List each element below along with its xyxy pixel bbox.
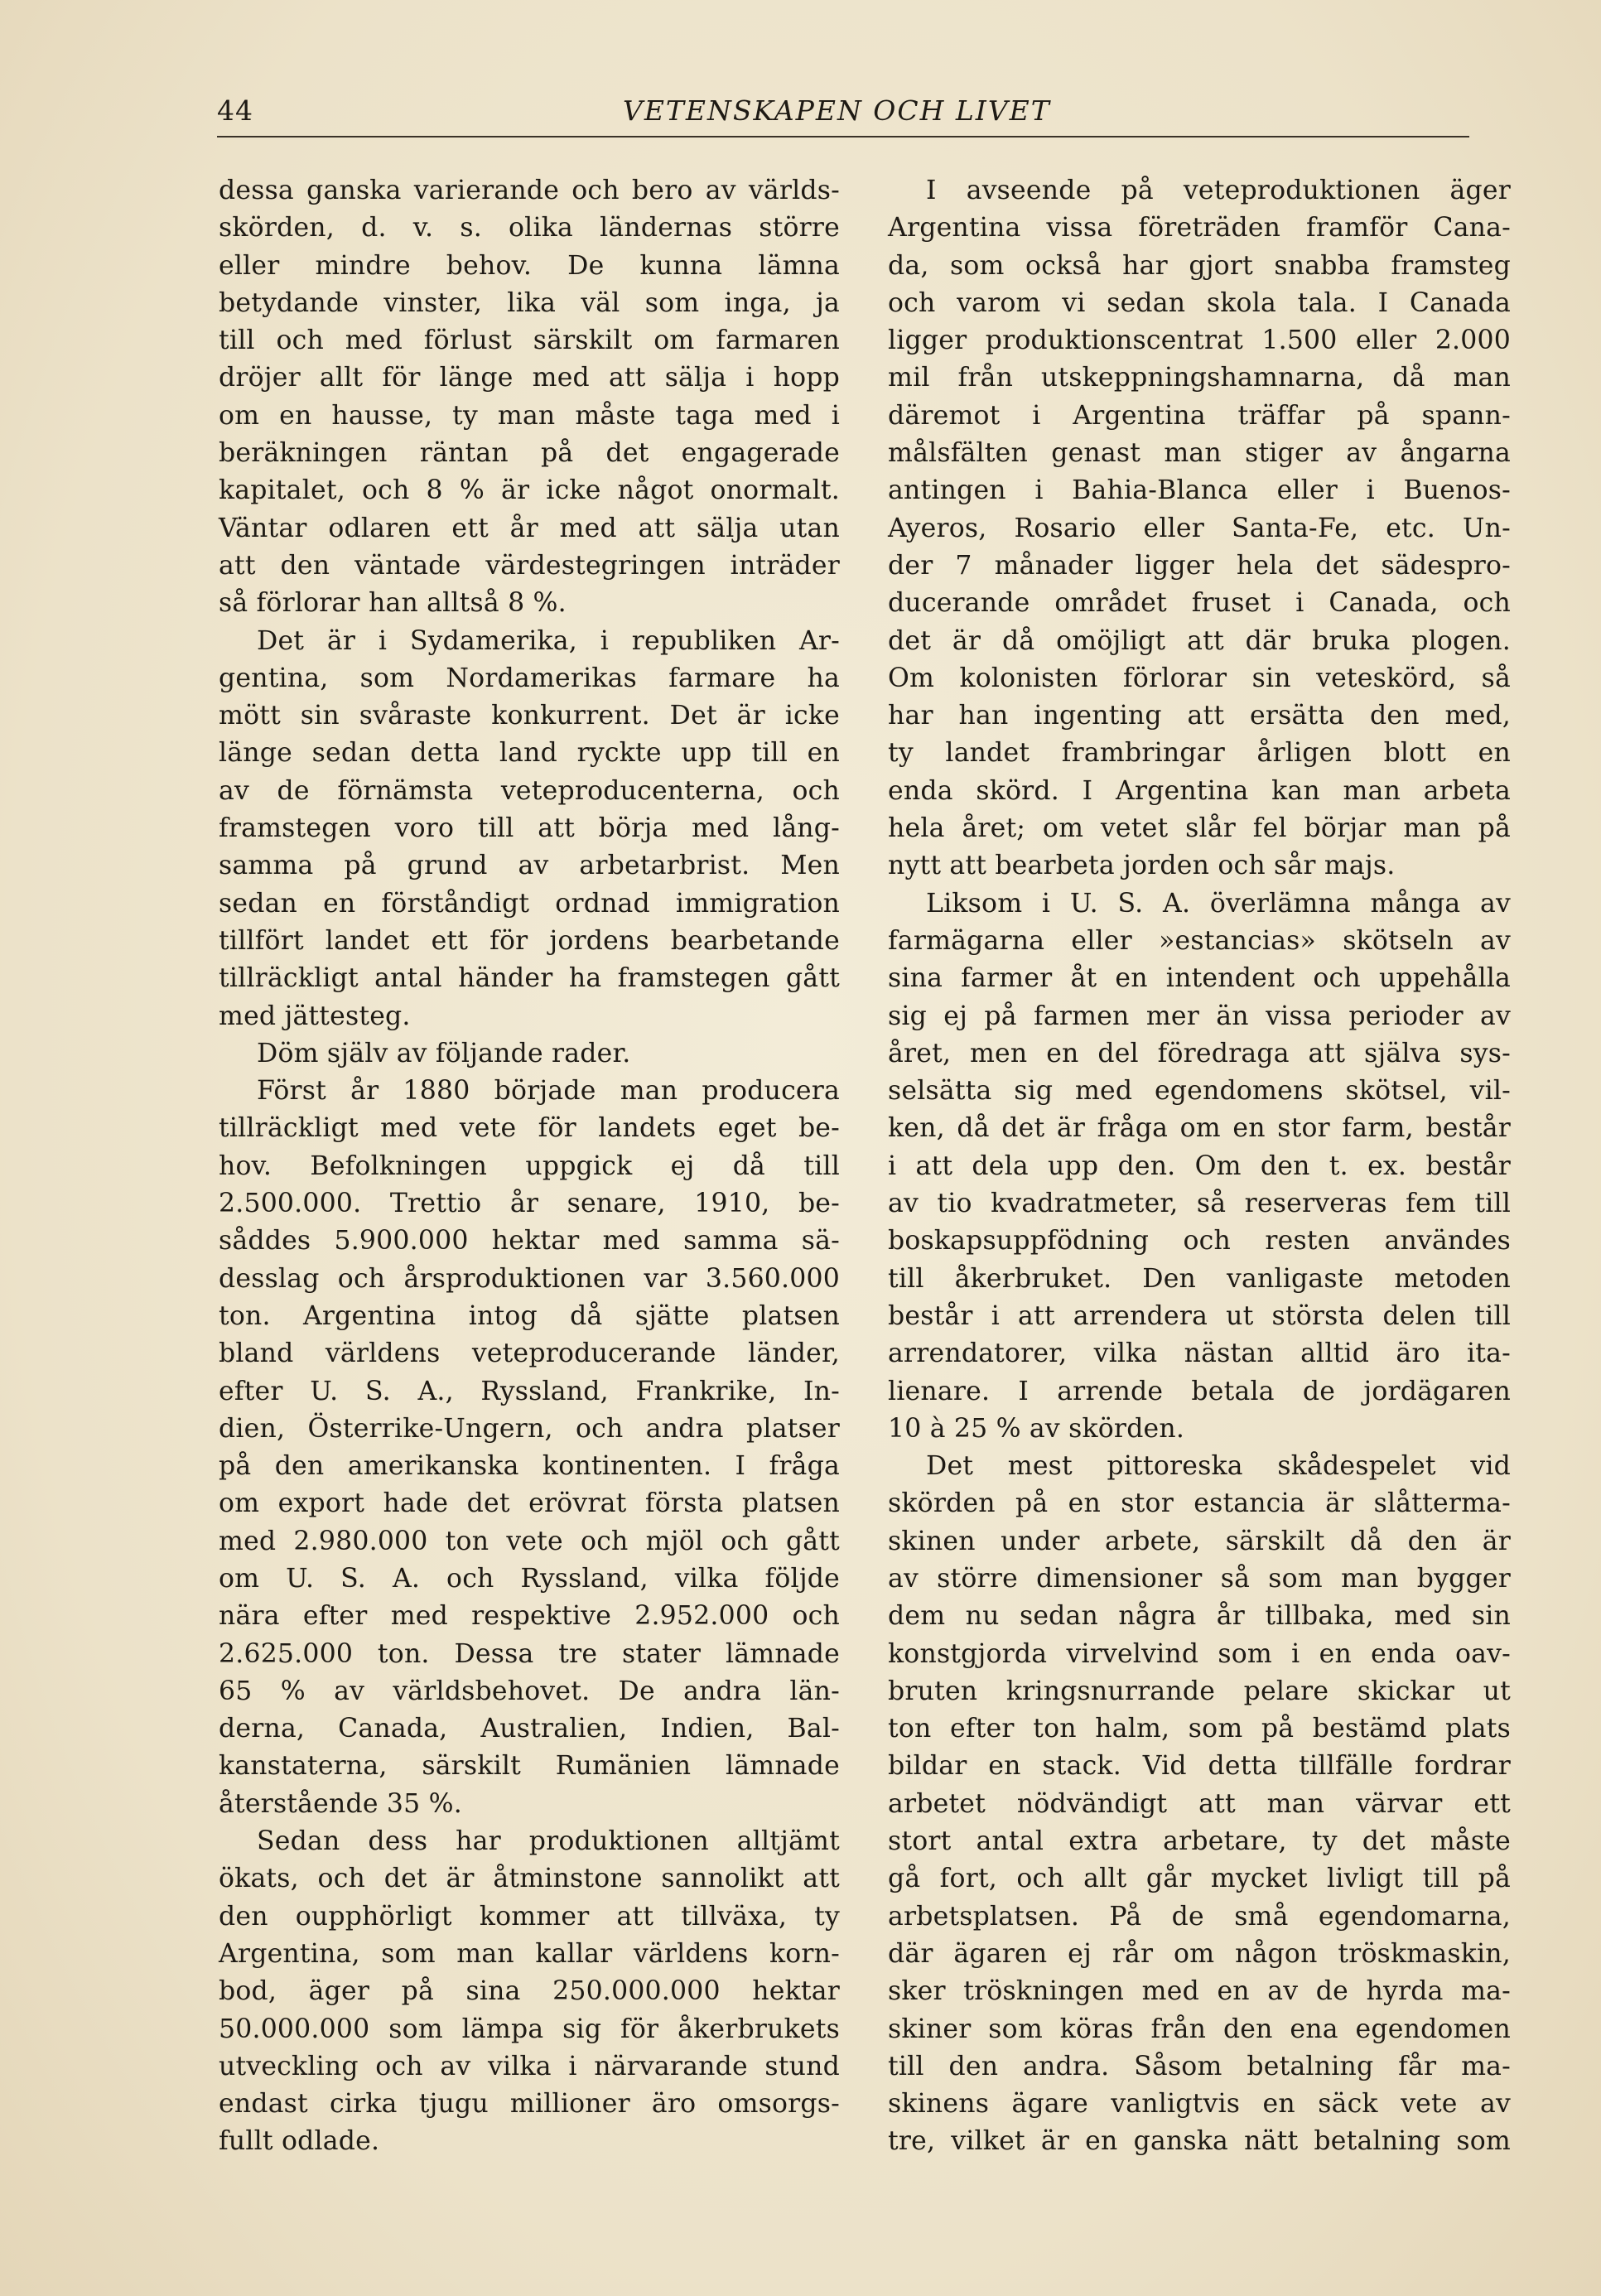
text-line: farmägarna eller »estancias» skötseln av [888,925,1511,956]
text-line: att den väntade värdestegringen inträder [219,550,840,581]
text-line: I avseende på veteproduktionen äger [926,176,1511,205]
text-line: ken, då det är fråga om en stor farm, består [888,1113,1511,1144]
text-line: om export hade det erövrat första platsen [219,1488,840,1519]
text-line: sedan en förståndigt ordnad immigration [219,888,840,919]
text-line: på den amerikanska kontinenten. I fråga [219,1451,840,1482]
text-line: 50.000.000 som lämpa sig för åkerbrukets [219,2014,840,2044]
text-line: nära efter med respektive 2.952.000 och [219,1601,840,1632]
text-line: året, men en del föredraga att själva sys- [888,1038,1511,1068]
header-rule [217,136,1469,137]
text-line: hov. Befolkningen uppgick ej då till [219,1150,840,1181]
text-line: bland världens veteproducerande länder, [219,1339,840,1369]
text-line: kanstaterna, särskilt Rumänien lämnade [219,1751,840,1782]
text-line: 10 à 25 % av skörden. [888,1413,1185,1444]
text-line: i att dela upp den. Om den t. ex. består [888,1150,1511,1181]
text-line: dien, Österrike-Ungern, och andra platser [219,1413,840,1444]
text-line: nytt att bearbeta jorden och sår majs. [888,851,1396,881]
text-line: den oupphörligt kommer att tillväxa, ty [219,1901,840,1932]
text-line: med 2.980.000 ton vete och mjöl och gått [219,1526,840,1556]
text-line: om en hausse, ty man måste taga med i [219,400,840,431]
text-line: och varom vi sedan skola tala. I Canada [888,287,1511,318]
text-line: bildar en stack. Vid detta tillfälle fordrar [888,1751,1511,1782]
text-line: ökats, och det är åtminstone sannolikt att [219,1864,840,1894]
text-line: derna, Canada, Australien, Indien, Bal- [219,1714,840,1744]
text-line: Det mest pittoreska skådespelet vid [926,1451,1511,1482]
text-line: till åkerbruket. Den vanligaste metoden [888,1263,1511,1294]
text-line: bod, äger på sina 250.000.000 hektar [219,1976,840,2007]
text-line: gentina, som Nordamerikas farmare ha [219,663,840,693]
text-line: konstgjorda virvelvind som i en enda oav- [888,1638,1511,1669]
text-line: skinen under arbete, särskilt då den är [888,1526,1511,1556]
text-line: 2.625.000 ton. Dessa tre stater lämnade [219,1638,840,1669]
text-line: skiner som köras från den ena egendomen [888,2014,1511,2044]
text-line: utveckling och av vilka i närvarande stund [219,2051,840,2081]
text-line: länge sedan detta land ryckte upp till en [219,738,840,769]
text-line: Döm själv av följande rader. [257,1038,631,1068]
text-line: har han ingenting att ersätta den med, [888,701,1511,731]
text-line: bruten kringsnurrande pelare skickar ut [888,1676,1511,1706]
text-line: tre, vilket är en ganska nätt betalning som [888,2126,1511,2157]
text-line: selsätta sig med egendomens skötsel, vil- [888,1076,1511,1107]
text-line: tillräckligt med vete för landets eget be- [219,1113,840,1144]
text-line: om U. S. A. och Ryssland, vilka följde [219,1563,840,1594]
running-title: VETENSKAPEN OCH LIVET [623,94,1051,127]
text-line: av de förnämsta veteproducenterna, och [219,775,840,806]
text-line: hela året; om vetet slår fel börjar man på [888,813,1511,844]
text-line: sina farmer åt en intendent och uppehålla [888,963,1511,994]
text-line: såddes 5.900.000 hektar med samma sä- [219,1226,840,1257]
text-line: enda skörd. I Argentina kan man arbeta [888,775,1511,806]
text-line: efter U. S. A., Ryssland, Frankrike, In- [219,1376,840,1406]
text-line: 65 % av världsbehovet. De andra län- [219,1676,840,1706]
text-line: framstegen voro till att börja med lång- [219,813,840,844]
text-line: Om kolonisten förlorar sin veteskörd, så [888,663,1511,693]
text-line: tillräckligt antal händer ha framstegen gått [219,963,840,994]
page-number: 44 [217,94,253,127]
text-line: sig ej på farmen mer än vissa perioder av [888,1001,1511,1031]
text-line: Liksom i U. S. A. överlämna många av [926,888,1511,919]
left-text-column [219,172,840,2161]
text-line: till den andra. Såsom betalning får ma- [888,2051,1511,2081]
text-line: skörden på en stor estancia är slåtterma- [888,1488,1511,1519]
text-line: ligger produktionscentrat 1.500 eller 2.000 [888,326,1511,356]
text-line: kapitalet, och 8 % är icke något onormalt. [219,475,840,506]
text-line: beräkningen räntan på det engagerade [219,438,840,469]
text-line: eller mindre behov. De kunna lämna [219,250,840,281]
text-line: tillfört landet ett för jordens bearbetande [219,925,840,956]
text-line: det är då omöjligt att där bruka plogen. [888,625,1511,656]
text-line: så förlorar han alltså 8 %. [219,588,567,619]
text-line: 2.500.000. Trettio år senare, 1910, be- [219,1189,840,1219]
text-line: endast cirka tjugu millioner äro omsorgs- [219,2089,840,2120]
text-line: arbetsplatsen. På de små egendomarna, [888,1901,1511,1932]
text-line: Argentina, som man kallar världens korn- [219,1938,840,1969]
text-line: ty landet frambringar årligen blott en [888,738,1511,769]
text-line: av tio kvadratmeter, så reserveras fem till [888,1189,1511,1219]
text-line: ducerande området fruset i Canada, och [888,588,1511,619]
text-line: boskapsuppfödning och resten användes [888,1226,1511,1257]
text-line: fullt odlade. [219,2126,380,2157]
text-line: dessa ganska varierande och bero av världs- [219,176,840,205]
text-line: antingen i Bahia-Blanca eller i Buenos- [888,475,1511,506]
text-line: skörden, d. v. s. olika ländernas större [219,213,840,244]
text-line: Väntar odlaren ett år med att sälja utan [219,513,840,543]
text-line: ton efter ton halm, som på bestämd plats [888,1714,1511,1744]
text-line: gå fort, och allt går mycket livligt till på [888,1864,1511,1894]
text-line: återstående 35 %. [219,1788,462,1819]
text-line: sker tröskningen med en av de hyrda ma- [888,1976,1511,2007]
text-line: Sedan dess har produktionen alltjämt [257,1826,840,1857]
text-line: desslag och årsproduktionen var 3.560.000 [219,1263,840,1294]
text-line: mött sin svåraste konkurrent. Det är icke [219,701,840,731]
text-line: Argentina vissa företräden framför Cana- [888,213,1511,244]
text-line: med jättesteg. [219,1001,411,1031]
text-line: målsfälten genast man stiger av ångarna [888,438,1511,469]
text-line: lienare. I arrende betala de jordägaren [888,1376,1511,1406]
text-line: där ägaren ej rår om någon tröskmaskin, [888,1938,1511,1969]
text-line: betydande vinster, lika väl som inga, ja [219,287,840,318]
text-line: da, som också har gjort snabba framsteg [888,250,1511,281]
page-header [217,89,1469,141]
right-text-column [888,172,1511,2161]
text-line: dem nu sedan några år tillbaka, med sin [888,1601,1511,1632]
text-line: av större dimensioner så som man bygger [888,1563,1511,1594]
text-line: stort antal extra arbetare, ty det måste [888,1826,1511,1857]
text-line: arrendatorer, vilka nästan alltid äro ita- [888,1339,1511,1369]
text-line: till och med förlust särskilt om farmaren [219,326,840,356]
text-line: der 7 månader ligger hela det sädespro- [888,550,1511,581]
text-line: däremot i Argentina träffar på spann- [888,400,1511,431]
text-line: dröjer allt för länge med att sälja i hopp [219,363,840,393]
text-line: samma på grund av arbetarbrist. Men [219,851,840,881]
text-line: arbetet nödvändigt att man värvar ett [888,1788,1511,1819]
text-line: skinens ägare vanligtvis en säck vete av [888,2089,1511,2120]
text-line: består i att arrendera ut största delen till [888,1300,1511,1331]
text-line: mil från utskeppningshamnarna, då man [888,363,1511,393]
text-line: Först år 1880 började man producera [257,1076,840,1107]
text-line: Ayeros, Rosario eller Santa-Fe, etc. Un- [888,513,1511,543]
text-line: ton. Argentina intog då sjätte platsen [219,1300,840,1331]
text-line: Det är i Sydamerika, i republiken Ar- [257,625,840,656]
